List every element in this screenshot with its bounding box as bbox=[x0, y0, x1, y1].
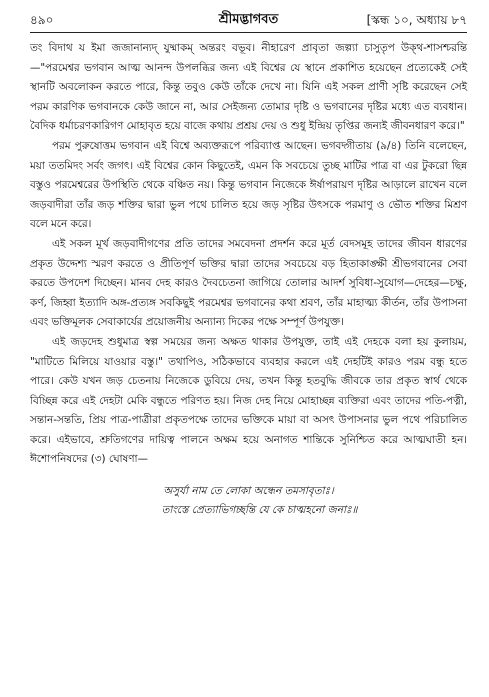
book-title: শ্রীমদ্ভাগবত bbox=[218, 12, 279, 27]
header-divider bbox=[30, 32, 467, 33]
paragraph-3: এই সকল মূর্খ জড়বাদীগণের প্রতি তাদের সমবেদনা প্রদর্শন করে মূর্ত বেদসমূহ তাদের জীবন ধারণের প্রকৃত উদ্দেশ্য স্মরণ করতে ও প্রীতিপূর্ণ ভক্তির দ্বারা তাদের সবচেয়ে বড় হিতাকাঙ্ক্ষী শ্রীভগবানের সেবা করতে উপদেশ দিচ্ছেন। মানব দেহ কারও দৈবচেতনা জাগিয়ে তোলার আদর্শ সুবিধা-সুযোগ—দেহের—চক্ষু, কর্ণ, জিহ্বা ইত্যাদি অঙ্গ-প্রত্যঙ্গ সবকিছুই পরমেশ্বর ভগবানের কথা শ্রবণ, তাঁর মাহাত্ম্য কীর্তন, তাঁর উপাসনা এবং ভক্তিমূলক সেবাকার্যের প্রয়োজনীয় অন্যান্য দিকের পক্ষে সম্পূর্ণ উপযুক্ত। bbox=[30, 237, 467, 329]
paragraph-4: এই জড়দেহ শুধুমাত্র স্বল্প সময়ের জন্য অক্ষত থাকার উপযুক্ত, তাই এই দেহকে বলা হয় কুলায়ম, "মাটিতে মিলিয়ে যাওয়ার বস্তু।" তথাপিও, সঠিকভাবে ব্যবহার করলে এই দেহটিই কারও পরম বন্ধু হতে পারে। কেউ যখন জড় চেতনায় নিজেকে ডুবিয়ে দেয়, তখন কিন্তু হতবুদ্ধি জীবকে তার প্রকৃত স্বার্থ থেকে বিচ্ছিন্ন করে এই দেহটা মেকি বন্ধুতে পরিণত হয়। নিজ দেহ নিয়ে মোহাচ্ছন্ন ব্যক্তিরা এবং তাদের পতি-পত্নী, সন্তান-সন্ততি, প্রিয় পাত্র-পাত্রীরা প্রকৃতপক্ষে তাদের ভক্তিকে মায়া বা অসৎ উপাসনার ভুল পথে পরিচালিত করে। এইভাবে, শ্রুতিগণের দায়িত্ব পালনে অক্ষম হয়ে অনাগত শান্তিকে সুনিশ্চিত করে আত্মঘাতী হন। ঈশোপনিষদের (৩) ঘোষণা— bbox=[30, 335, 467, 466]
paragraph-1: তং বিদাথ য ইমা জজানান্যদ্ যুষ্মাকম্ অন্তরং বভূব। নীহারেণ প্রাবৃতা জল্প্যা চাসুতৃপ উক্‌থ-শাসশ্চরন্তি—"পরমেশ্বর ভগবান আত্ম আনন্দ উপলব্ধির জন্য এই বিশ্বের যে স্থানে প্রকাশিত হয়েছেন প্রত্যেকেই সেই স্থানটি অবলোকন করতে পারে, কিন্তু তবুও কেউ তাঁকে দেখে না। যিনি এই সকল প্রাণী সৃষ্টি করেছেন সেই পরম কারণিক ভগবানকে কেউ জানে না, আর সেইজন্য তোমার দৃষ্টি ও ভগবানের দৃষ্টির মধ্যে এত ব্যবধান। বৈদিক ধর্মাচরণকারিগণ মোহাবৃত হয়ে বাজে কথায় প্রশ্রয় দেয় ও শুধু ইন্দ্রিয় তৃপ্তির জন্যই জীবনধারণ করে।" bbox=[30, 42, 467, 133]
verse-line-2: তাংস্তে প্রেত্যাভিগচ্ছন্তি যে কে চাত্মহনো জনাঃ॥ bbox=[161, 504, 358, 517]
verse-line-1: অসুর্যা নাম তে লোকা অন্ধেন তমসাবৃতাঃ। bbox=[163, 485, 334, 498]
sanskrit-verse bbox=[30, 482, 467, 520]
paragraph-2: পরম পুরুষোত্তম ভগবান এই বিশ্বে অব্যক্তরূপে পরিব্যাপ্ত আছেন। ভগবদ্গীতায় (৯/৪) তিনি বলেছেন, ময়া ততমিদং সর্বং জগৎ। এই বিশ্বের কোন কিছুতেই, এমন কি সবচেয়ে তুচ্ছ মাটির পাত্র বা এর টুকরো ছিন্ন বস্তুও পরমেশ্বরের উপস্থিতি থেকে বঞ্চিত নয়। কিন্তু ভগবান নিজেকে ঈর্ষাপরায়ণ দৃষ্টির আড়ালে রাখেন বলে জড়বাদীরা তাঁর জড় শক্তির দ্বারা ভুল পথে চালিত হয়ে জড় সৃষ্টির উৎসকে পরমাণু ও ভৌত শক্তির মিশ্রণ বলে মনে করে। bbox=[30, 139, 467, 231]
page-header bbox=[30, 8, 467, 30]
page-body bbox=[30, 39, 467, 470]
page-number: ৪৯০ bbox=[30, 13, 54, 27]
chapter-reference: [স্কন্ধ ১০, অধ্যায় ৮৭ bbox=[366, 13, 467, 27]
